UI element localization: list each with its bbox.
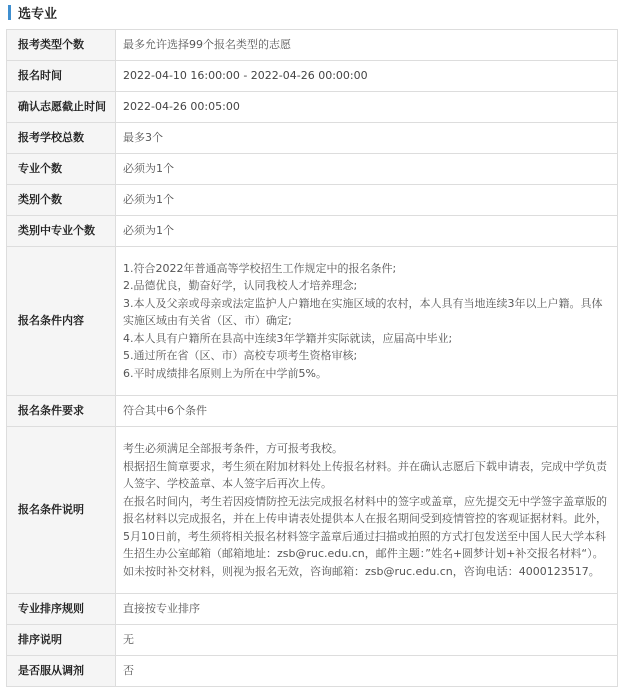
section-title: 选专业 bbox=[18, 6, 58, 22]
table-row-apply-type-count bbox=[7, 30, 618, 61]
paragraph: 在报名时间内，考生若因疫情防控无法完成报名材料中的签字或盖章，应先提交无中学签字盖章版的报名材料以完成报名，并在上传申请表处提供本人在报名期间受到疫情管控的客观证据材料。此外，5月10日前，考生须将相关报名材料签字盖章后通过扫描或拍照的方式打包发送至中国人民大学本科生招生办公室邮箱（邮箱地址：zsb@ruc.edu.cn，邮件主题：”姓名+圆梦计划+补交报名材料“）。如未按时补交材料，则视为报名无效，咨询邮箱：zsb@ruc.edu.cn，咨询电话：4000123517。 bbox=[123, 494, 607, 578]
row-value: 必须为1个 bbox=[116, 185, 618, 216]
list-item: 4.本人具有户籍所在县高中连续3年学籍并实际就读，应届高中毕业; bbox=[123, 331, 453, 345]
row-label: 报考类型个数 bbox=[7, 30, 116, 61]
list-item: 3.本人及父亲或母亲或法定监护人户籍地在实施区域的农村，本人具有当地连续3年以上户籍。具体实施区域由有关省（区、市）确定; bbox=[123, 296, 603, 328]
list-item: 1.符合2022年普通高等学校招生工作规定中的报名条件; bbox=[123, 261, 397, 275]
row-label: 确认志愿截止时间 bbox=[7, 92, 116, 123]
row-label: 报名条件内容 bbox=[7, 247, 116, 396]
row-label: 报名条件说明 bbox=[7, 427, 116, 594]
paragraph: 根据招生简章要求，考生须在附加材料处上传报名材料。并在确认志愿后下载申请表，完成中学负责人签字、学校盖章、本人签字后再次上传。 bbox=[123, 459, 607, 490]
table-row-category-count bbox=[7, 185, 618, 216]
row-value: 无 bbox=[116, 625, 618, 656]
row-value-paragraphs bbox=[116, 427, 618, 594]
row-value: 2022-04-10 16:00:00 - 2022-04-26 00:00:00 bbox=[116, 61, 618, 92]
table-row-confirm-deadline bbox=[7, 92, 618, 123]
table-row-apply-time bbox=[7, 61, 618, 92]
table-row-major-in-category-count bbox=[7, 216, 618, 247]
table-row-major-count bbox=[7, 154, 618, 185]
list-item: 2.品德优良，勤奋好学，认同我校人才培养理念; bbox=[123, 279, 358, 293]
table-row-accept-adjustment bbox=[7, 656, 618, 687]
row-value: 2022-04-26 00:05:00 bbox=[116, 92, 618, 123]
table-row-major-sort-rule bbox=[7, 594, 618, 625]
row-label: 专业个数 bbox=[7, 154, 116, 185]
row-value-list bbox=[116, 247, 618, 396]
list-item: 5.通过所在省（区、市）高校专项考生资格审核; bbox=[123, 349, 358, 363]
row-value: 符合其中6个条件 bbox=[116, 396, 618, 427]
table-row-conditions-content bbox=[7, 247, 618, 396]
row-label: 报考学校总数 bbox=[7, 123, 116, 154]
table-row-sort-description bbox=[7, 625, 618, 656]
paragraph: 考生必须满足全部报考条件，方可报考我校。 bbox=[123, 442, 343, 455]
row-label: 类别中专业个数 bbox=[7, 216, 116, 247]
row-value: 直接按专业排序 bbox=[116, 594, 618, 625]
info-table bbox=[6, 29, 618, 687]
table-row-conditions-description bbox=[7, 427, 618, 594]
row-value: 最多3个 bbox=[116, 123, 618, 154]
row-value: 最多允许选择99个报名类型的志愿 bbox=[116, 30, 618, 61]
row-label: 是否服从调剂 bbox=[7, 656, 116, 687]
section-accent-bar bbox=[8, 5, 11, 20]
table-row-school-total bbox=[7, 123, 618, 154]
row-value: 必须为1个 bbox=[116, 216, 618, 247]
row-label: 报名时间 bbox=[7, 61, 116, 92]
section-header bbox=[6, 0, 619, 24]
table-row-conditions-requirement bbox=[7, 396, 618, 427]
row-label: 排序说明 bbox=[7, 625, 116, 656]
row-value: 必须为1个 bbox=[116, 154, 618, 185]
row-label: 专业排序规则 bbox=[7, 594, 116, 625]
list-item: 6.平时成绩排名原则上为所在中学前5%。 bbox=[123, 366, 327, 380]
row-label: 类别个数 bbox=[7, 185, 116, 216]
row-value: 否 bbox=[116, 656, 618, 687]
row-label: 报名条件要求 bbox=[7, 396, 116, 427]
